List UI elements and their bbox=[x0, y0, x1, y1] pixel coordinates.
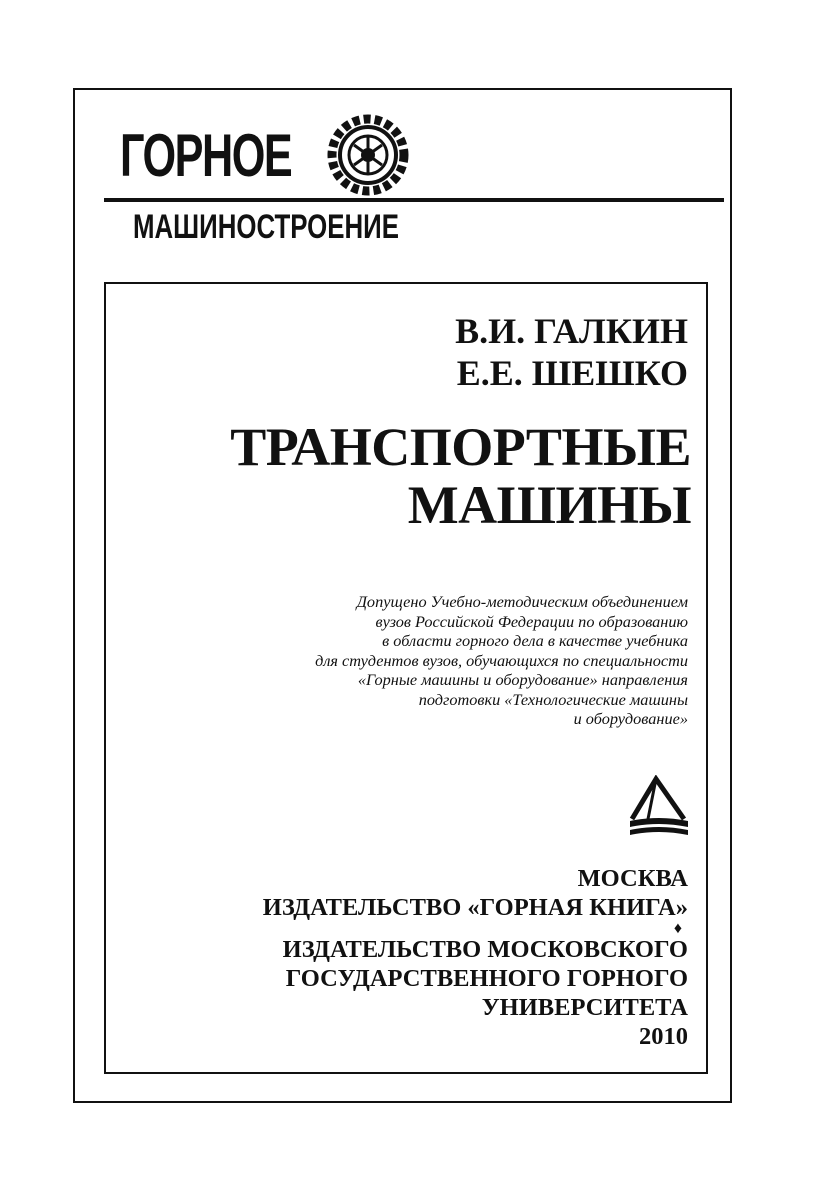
series-rule bbox=[104, 198, 724, 202]
imprint bbox=[263, 864, 688, 1052]
approval-line: в области горного дела в качестве учебника bbox=[382, 631, 688, 650]
approval-line: вузов Российской Федерации по образованию bbox=[375, 611, 688, 631]
series-title-bottom: МАШИНОСТРОЕНИЕ bbox=[133, 208, 399, 246]
approval-line: для студентов вузов, обучающихся по специальности bbox=[315, 650, 688, 670]
gear-icon bbox=[318, 112, 418, 198]
approval-line: и оборудование» bbox=[573, 709, 688, 728]
book-title-line-2: МАШИНЫ bbox=[407, 475, 691, 535]
imprint-publisher-2-line: УНИВЕРСИТЕТА bbox=[481, 994, 688, 1022]
imprint-publisher-2-line: ГОСУДАРСТВЕННОГО ГОРНОГО bbox=[285, 964, 688, 992]
series-title-top: ГОРНОЕ bbox=[120, 122, 292, 189]
imprint-separator: ♦ bbox=[673, 919, 682, 937]
author-2: Е.Е. ШЕШКО bbox=[456, 353, 688, 393]
approval-line: Допущено Учебно-методическим объединением bbox=[356, 592, 688, 611]
imprint-publisher-2-line: ИЗДАТЕЛЬСТВО МОСКОВСКОГО bbox=[282, 935, 688, 963]
approval-note bbox=[218, 592, 688, 729]
mountain-book-icon bbox=[626, 775, 692, 839]
imprint-publisher-1: ИЗДАТЕЛЬСТВО «ГОРНАЯ КНИГА» bbox=[262, 894, 688, 922]
approval-line: подготовки «Технологические машины bbox=[418, 689, 688, 709]
imprint-city: МОСКВА bbox=[577, 865, 688, 892]
imprint-year: 2010 bbox=[639, 1023, 688, 1051]
approval-line: «Горные машины и оборудование» направления bbox=[357, 670, 688, 689]
author-1: В.И. ГАЛКИН bbox=[455, 311, 688, 351]
book-title-line-1: ТРАНСПОРТНЫЕ bbox=[230, 417, 691, 477]
